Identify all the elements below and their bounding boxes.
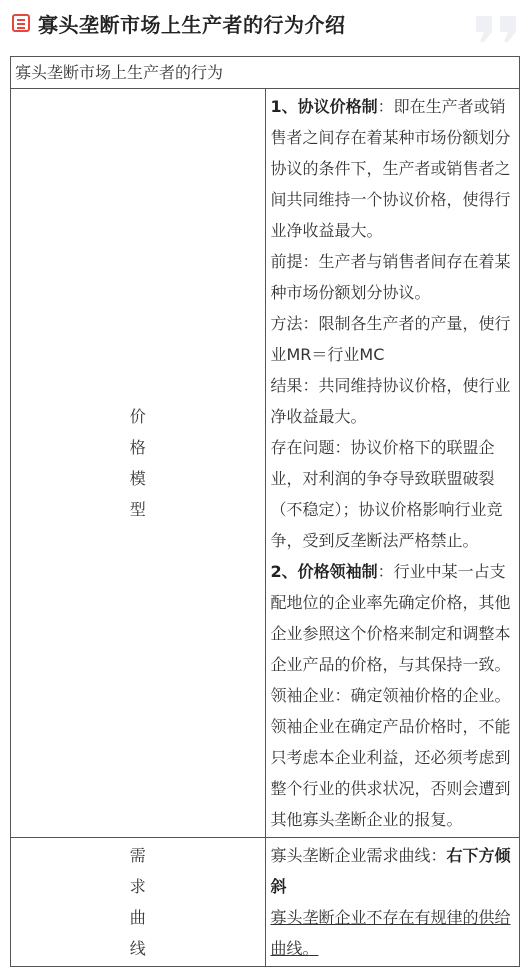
price-model-label: 价 格 模 型: [11, 89, 266, 838]
price-model-content: [265, 89, 520, 838]
table-row: [11, 89, 520, 838]
demand-curve-label: 需 求 曲 线: [11, 838, 266, 967]
demand-curve-content: [265, 838, 520, 967]
content-table: [10, 56, 520, 967]
page-title: 寡头垄断市场上生产者的行为介绍: [38, 12, 346, 37]
price-leader-paragraph: 2、价格领袖制：行业中某一占支配地位的企业率先确定价格，其他企业参照这个价格来制定和调整本企业产品的价格，与其保持一致。: [270, 562, 511, 674]
table-heading-cell: 寡头垄断市场上生产者的行为: [11, 57, 520, 89]
table-row: [11, 57, 520, 89]
supply-curve-line: 寡头垄断企业不存在有规律的供给曲线。: [270, 908, 511, 958]
quote-mark-icon: [474, 14, 520, 44]
problem-text: 存在问题：协议价格下的联盟企业，对利润的争夺导致联盟破裂（不稳定）；协议价格影响行业竞争，受到反垄断法严格禁止。: [270, 438, 503, 550]
document-icon: [12, 14, 30, 32]
agreement-price-paragraph: 1、协议价格制：即在生产者或销售者之间存在着某种市场份额划分协议的条件下，生产者或销售者之间共同维持一个协议价格，使得行业净收益最大。: [270, 97, 511, 240]
method-text: 方法：限制各生产者的产量，使行业MR＝行业MC: [270, 314, 511, 364]
page-header: [12, 8, 346, 38]
result-text: 结果：共同维持协议价格，使行业净收益最大。: [270, 376, 511, 426]
leader-firm-text: 领袖企业：确定领袖价格的企业。领袖企业在确定产品价格时，不能只考虑本企业利益，还必须考虑到整个行业的供求状况，否则会遭到其他寡头垄断企业的报复。: [270, 686, 511, 829]
table-row: [11, 838, 520, 967]
premise-text: 前提：生产者与销售者间存在着某种市场份额划分协议。: [270, 252, 511, 302]
demand-curve-line: 寡头垄断企业需求曲线：右下方倾斜: [270, 846, 511, 896]
